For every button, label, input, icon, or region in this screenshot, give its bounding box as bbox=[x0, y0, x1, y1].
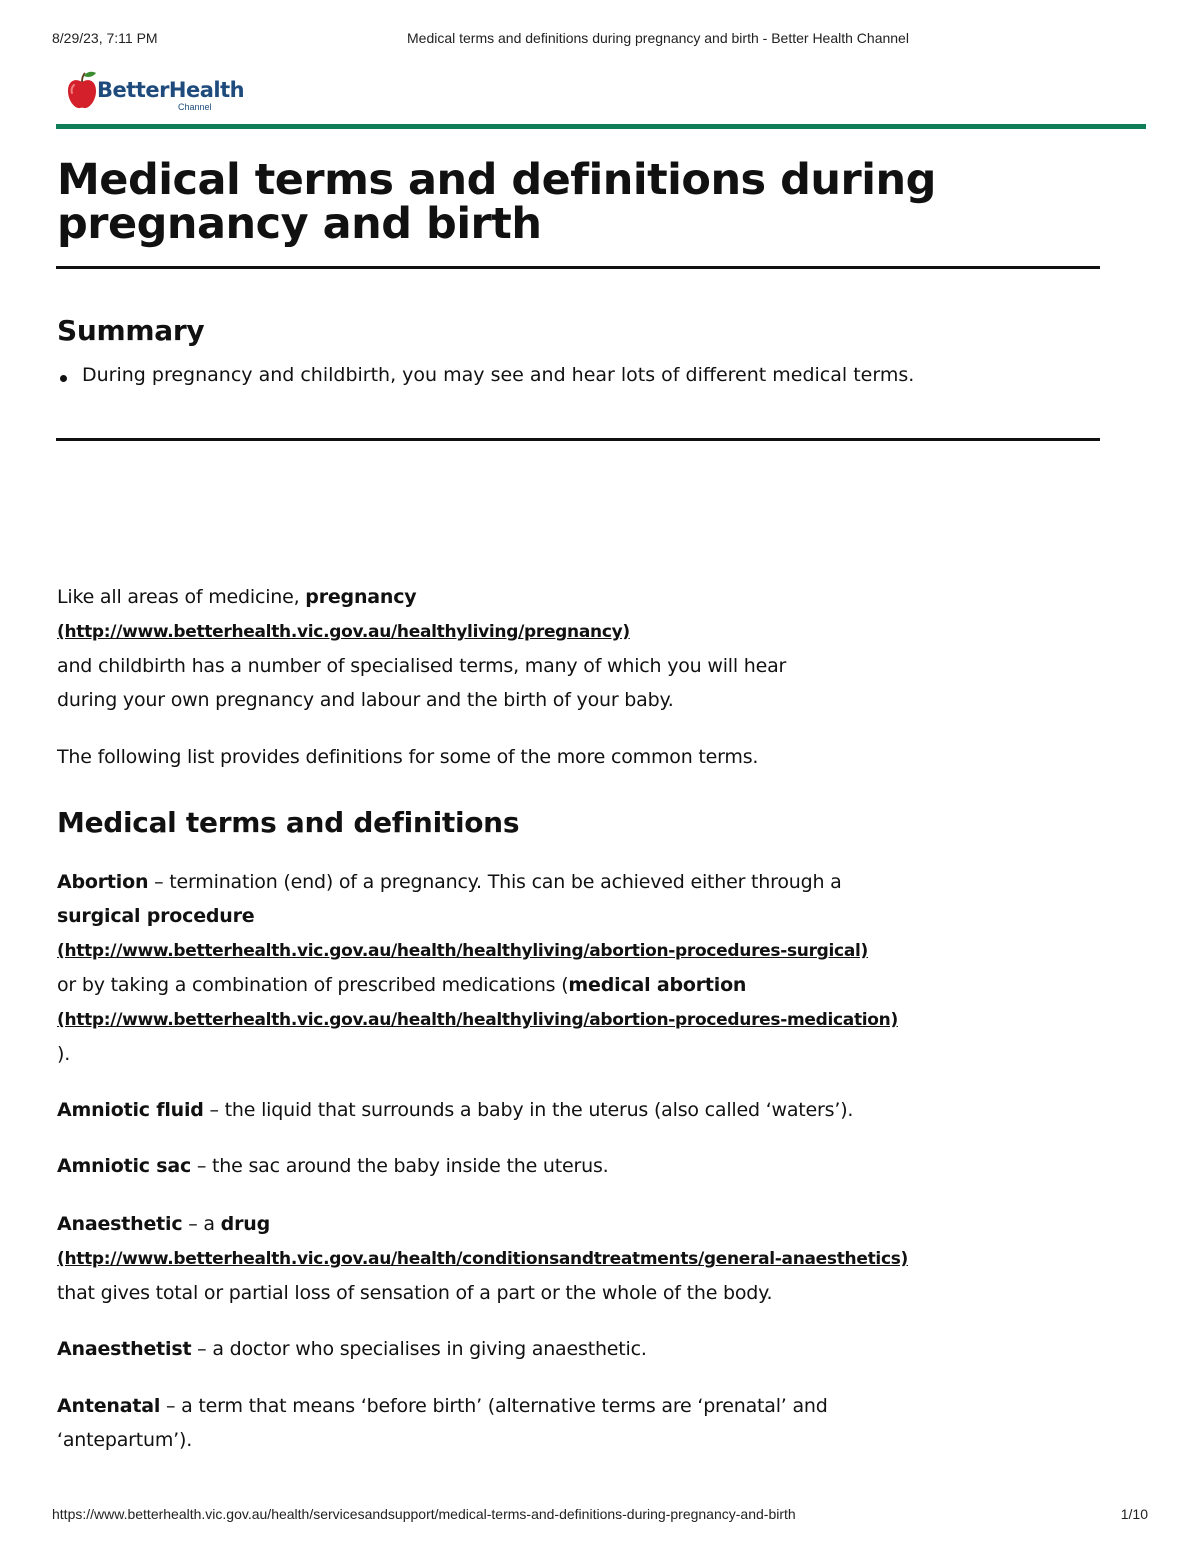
definition-line bbox=[57, 1389, 1117, 1423]
definition-line: that gives total or partial loss of sensation of a part or the whole of the body. bbox=[57, 1282, 773, 1304]
definition-line bbox=[57, 899, 1117, 933]
summary-item-text: During pregnancy and childbirth, you may see and hear lots of different medical terms. bbox=[82, 364, 915, 386]
surgical-procedure-url-link[interactable]: (http://www.betterhealth.vic.gov.au/health/healthyliving/abortion-procedures-surgical) bbox=[57, 941, 869, 961]
intro-line: and childbirth has a number of specialised terms, many of which you will hear bbox=[57, 655, 787, 677]
term-label: Antenatal bbox=[57, 1395, 161, 1417]
title-divider bbox=[56, 266, 1100, 269]
definition-anaesthetist bbox=[57, 1332, 1117, 1366]
logo-wordmark-sub: Channel bbox=[178, 102, 212, 112]
term-label: Amniotic sac bbox=[57, 1155, 192, 1177]
intro-line bbox=[57, 580, 1117, 614]
apple-logo-icon bbox=[66, 70, 98, 110]
intro-text: Like all areas of medicine, bbox=[57, 586, 306, 608]
print-page-title: Medical terms and definitions during pregnancy and birth - Better Health Channel bbox=[407, 30, 909, 46]
definition-line bbox=[57, 1002, 1117, 1037]
definition-line bbox=[57, 1093, 1117, 1127]
definition-text: – the sac around the baby inside the uterus. bbox=[191, 1155, 609, 1177]
intro-line: during your own pregnancy and labour and the birth of your baby. bbox=[57, 689, 674, 711]
term-label: Anaesthetist bbox=[57, 1338, 192, 1360]
definition-anaesthetic bbox=[57, 1207, 1117, 1310]
drug-url-link[interactable]: (http://www.betterhealth.vic.gov.au/health/conditionsandtreatments/general-anaesthetics) bbox=[57, 1249, 909, 1269]
term-label: Amniotic fluid bbox=[57, 1099, 204, 1121]
definition-line bbox=[57, 1149, 1117, 1183]
intro-line bbox=[57, 614, 1117, 649]
definition-text: – a doctor who specialises in giving anaesthetic. bbox=[191, 1338, 647, 1360]
definition-amniotic-sac bbox=[57, 1149, 1117, 1183]
surgical-procedure-link[interactable]: surgical procedure bbox=[57, 905, 255, 927]
terms-heading: Medical terms and definitions bbox=[57, 806, 520, 839]
term-label: Anaesthetic bbox=[57, 1213, 183, 1235]
definition-line bbox=[57, 968, 1117, 1002]
bullet-icon bbox=[60, 375, 67, 382]
definition-line bbox=[57, 1332, 1117, 1366]
drug-link[interactable]: drug bbox=[220, 1213, 270, 1235]
definition-text: – termination (end) of a pregnancy. This can be achieved either through a bbox=[148, 871, 842, 893]
definition-text: or by taking a combination of prescribed medications ( bbox=[57, 974, 569, 996]
summary-list bbox=[57, 364, 914, 386]
print-page-number: 1/10 bbox=[1120, 1506, 1148, 1522]
summary-item bbox=[57, 364, 914, 386]
medical-abortion-link[interactable]: medical abortion bbox=[568, 974, 747, 996]
definition-line: ‘antepartum’). bbox=[57, 1429, 193, 1451]
pregnancy-url-link[interactable]: (http://www.betterhealth.vic.gov.au/healthyliving/pregnancy) bbox=[57, 622, 630, 642]
header-divider bbox=[56, 124, 1146, 129]
pregnancy-link[interactable]: pregnancy bbox=[305, 586, 417, 608]
following-paragraph bbox=[57, 740, 1117, 774]
summary-heading: Summary bbox=[57, 314, 205, 347]
definition-text: – a term that means ‘before birth’ (alternative terms are ‘prenatal’ and bbox=[160, 1395, 828, 1417]
print-footer-url: https://www.betterhealth.vic.gov.au/health/servicesandsupport/medical-terms-and-definitions-during-pregnancy-and-birth bbox=[52, 1506, 796, 1522]
print-footer bbox=[52, 1506, 1148, 1526]
medical-abortion-url-link[interactable]: (http://www.betterhealth.vic.gov.au/health/healthyliving/abortion-procedures-medication) bbox=[57, 1010, 898, 1030]
definition-line bbox=[57, 1207, 1117, 1241]
definition-text: – the liquid that surrounds a baby in the uterus (also called ‘waters’). bbox=[203, 1099, 854, 1121]
logo-wordmark: BetterHealth bbox=[97, 78, 245, 102]
definition-antenatal bbox=[57, 1389, 1117, 1457]
definition-line: ). bbox=[57, 1043, 71, 1065]
summary-divider bbox=[56, 438, 1100, 441]
print-header bbox=[52, 30, 1148, 50]
definition-amniotic-fluid bbox=[57, 1093, 1117, 1127]
definition-text: – a bbox=[182, 1213, 221, 1235]
term-label: Abortion bbox=[57, 871, 149, 893]
print-datetime: 8/29/23, 7:11 PM bbox=[52, 30, 158, 46]
definition-line bbox=[57, 1241, 1117, 1276]
page-title: Medical terms and definitions during pregnancy and birth bbox=[57, 155, 936, 249]
definition-line bbox=[57, 933, 1117, 968]
better-health-logo[interactable] bbox=[66, 68, 245, 112]
intro-paragraph bbox=[57, 580, 1117, 717]
following-text: The following list provides definitions for some of the more common terms. bbox=[57, 746, 759, 768]
definition-abortion bbox=[57, 865, 1117, 1071]
definition-line bbox=[57, 865, 1117, 899]
